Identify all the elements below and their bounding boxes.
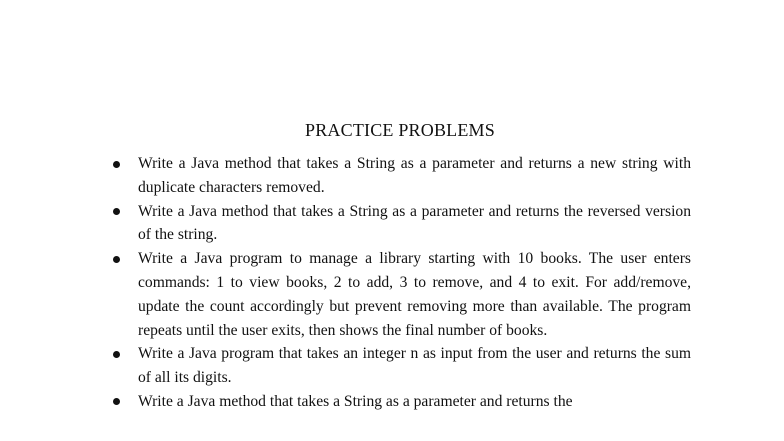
practice-problems-list [113, 152, 691, 414]
page-title: PRACTICE PROBLEMS [305, 120, 495, 140]
list-item [113, 200, 691, 248]
bullet-icon [113, 161, 120, 168]
bullet-icon [113, 256, 120, 263]
bullet-icon [113, 398, 120, 405]
list-item [113, 390, 691, 414]
problem-text: Write a Java method that takes a String as a parameter and returns a new string with duplicate characters removed. [138, 155, 691, 196]
problem-text: Write a Java program that takes an integer n as input from the user and returns the sum of all its digits. [138, 345, 691, 387]
list-item [113, 152, 691, 200]
list-item [113, 247, 691, 342]
problem-text: Write a Java method that takes a String as a parameter and returns the [138, 392, 573, 410]
list-item [113, 342, 691, 390]
problem-text: Write a Java method that takes a String as a parameter and returns the reversed version of the string. [138, 202, 691, 244]
bullet-icon [113, 208, 120, 215]
problem-text: Write a Java program to manage a library starting with 10 books. The user enters commands: 1 to view books, 2 to add, 3 to remove, and 4 to exit. For add/remove, update the count accordingly but prevent removing more than available. The program repeats until the user exits, then shows the final number of books. [138, 250, 691, 339]
bullet-icon [113, 351, 120, 358]
